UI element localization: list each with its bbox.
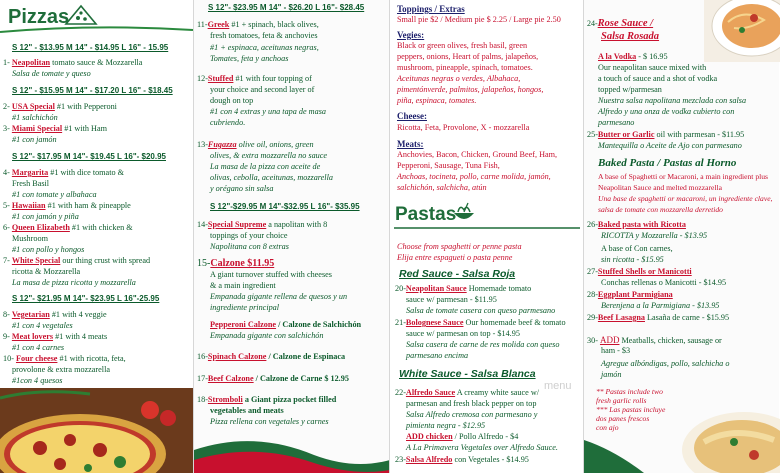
- item-number: 12-: [197, 74, 208, 83]
- item-description: fresh tomatoes, feta & anchovies: [210, 31, 318, 40]
- item-number: 8-: [3, 310, 10, 319]
- item-spanish: La masa de la pizza con aceite de: [210, 162, 321, 171]
- item-spanish: Alfredo y una onza de vodka cubierto con: [598, 107, 735, 116]
- item-description: & a main ingredient: [210, 281, 276, 290]
- item-number: 6-: [3, 223, 10, 232]
- menu-item-27: [587, 267, 692, 277]
- item-name: Neapolitan Sauce: [405, 284, 467, 293]
- item-name: Pepperoni Calzone: [210, 320, 277, 329]
- menu-item-12: [197, 74, 312, 84]
- item-name: Greek: [207, 20, 230, 29]
- item-number: 1-: [3, 58, 10, 67]
- item-name: Salsa Rosada: [601, 31, 660, 42]
- item-description: vegetables and meats: [210, 406, 284, 415]
- item-description: Conchas rellenas o Manicotti - $14.95: [601, 278, 727, 287]
- item-number: 27-: [587, 267, 598, 276]
- baked-pasta-title: Baked Pasta / Pastas al Horno: [598, 157, 737, 169]
- menu-item-3: [3, 124, 107, 134]
- toppings-pastas-column: [389, 0, 583, 473]
- price-row: S 12" - $13.95 M 14" - $14.95 L 16" - 15.95: [12, 43, 169, 52]
- menu-item-18: [197, 395, 336, 405]
- item-name: Alfredo Sauce: [405, 388, 456, 397]
- item-spanish: Salsa de tomate casera con queso parmesano: [406, 306, 556, 315]
- veggies-list: Black or green olives, fresh basil, green: [397, 41, 528, 50]
- pizzas-title: Pizzas: [8, 6, 70, 28]
- item-spanish: #1con 4 quesos: [12, 376, 63, 385]
- menu-item-24: [587, 18, 653, 30]
- item-name: Fugazza: [207, 140, 237, 149]
- item-description: Lasaña de carne - $15.95: [645, 313, 730, 322]
- item-name: Salsa Alfredo: [405, 455, 453, 464]
- item-number: 5-: [3, 201, 10, 210]
- item-description: Fresh Basil: [12, 179, 50, 188]
- menu-item-13: [197, 140, 314, 150]
- menu-item-vodka: [598, 52, 668, 62]
- item-number: 3-: [3, 124, 10, 133]
- item-description: #1 with chicken &: [69, 223, 133, 232]
- item-description: ricotta & Mozzarella: [12, 267, 81, 276]
- item-description: A giant turnover stuffed with cheeses: [210, 270, 332, 279]
- menu-item-pepperoni-calzone: [210, 320, 361, 330]
- item-name: Miami Special: [11, 124, 63, 133]
- menu-item-29: [587, 313, 729, 323]
- item-spanish: #1 con 4 extras y una tapa de masa: [210, 107, 326, 116]
- veggies-spanish: Aceitunas negras o verdes, Albahaca,: [397, 74, 521, 83]
- wave-decoration: [194, 430, 390, 473]
- item-number: 20-: [395, 284, 406, 293]
- item-spanish: Nuestra salsa napolitana mezclada con salsa: [598, 96, 747, 105]
- menu-item-2: [3, 102, 117, 112]
- menu-item-14: [197, 220, 327, 230]
- toppings-title: Toppings / Extras: [397, 4, 465, 14]
- price-row: S 12"-$29.95 M 14"-$32.95 L 16"- $35.95: [210, 202, 360, 211]
- item-spanish: y orégano sin salsa: [210, 184, 274, 193]
- item-description: our thing crust with spread: [60, 256, 151, 265]
- menu-item-30: [587, 335, 722, 346]
- item-description: Meatballs, chicken, sausage or: [619, 336, 722, 345]
- item-number: 30-: [587, 336, 598, 345]
- item-spanish: parmesano encima: [406, 351, 469, 360]
- item-number: 4-: [3, 168, 10, 177]
- pastas-title: Pastas: [395, 204, 457, 225]
- item-spanish: RICOTTA y Mozzarella - $13.95: [601, 231, 708, 240]
- item-spanish: parmesano: [598, 118, 635, 127]
- pasta-note: dos panes frescos: [596, 414, 650, 423]
- item-spanish: Pizza rellena con vegetales y carnes: [210, 417, 329, 426]
- item-description: sauce w/ parmesan on top - $14.95: [406, 329, 520, 338]
- item-name: Neapolitan: [11, 58, 51, 67]
- item-spanish: jamón: [601, 370, 622, 379]
- item-spanish: #1 con 4 vegetales: [12, 321, 73, 330]
- item-name: Spinach Calzone: [207, 352, 267, 361]
- item-number: 28-: [587, 290, 598, 299]
- item-description: parmesan and fresh black pepper on top: [406, 399, 537, 408]
- menu-item-10: [3, 354, 126, 364]
- item-spanish: Empanada gigante con salchichón: [210, 331, 324, 340]
- item-name: Meat lovers: [11, 332, 54, 341]
- pasta-note: ** Pastas include two: [596, 387, 663, 396]
- menu-item-1: [3, 58, 142, 68]
- pastas-divider: [390, 226, 584, 230]
- item-name: Calzone $11.95: [210, 258, 275, 269]
- item-description: #1 with 4 veggie: [49, 310, 107, 319]
- item-spanish: Napolitana con 8 extras: [210, 242, 289, 251]
- pizzas-calzones-column: [193, 0, 389, 473]
- item-spanish: Tomates, feta y anchoas: [210, 54, 289, 63]
- item-name: Stromboli: [207, 395, 243, 404]
- item-description: a Giant pizza pocket filled: [242, 395, 337, 404]
- meats-list: Anchovies, Bacon, Chicken, Ground Beef, Ham,: [397, 150, 558, 159]
- menu-item-9: [3, 332, 107, 342]
- menu-item-6: [3, 223, 133, 233]
- menu-item-4: [3, 168, 124, 178]
- item-description: #1 with dice tomato &: [48, 168, 124, 177]
- item-description: ham - $3: [601, 346, 631, 355]
- item-description: / Calzone de Carne $ 12.95: [253, 374, 349, 383]
- pasta-choose: Choose from spaghetti or penne pasta: [397, 242, 522, 251]
- item-spanish: #1 con jamón y piña: [12, 212, 79, 221]
- item-number: 15-: [197, 258, 211, 269]
- item-number: 25-: [587, 130, 598, 139]
- veggies-list: peppers, onions, Heart of palms, jalapeños,: [397, 52, 539, 61]
- baked-description: Neapolitan Sauce and melted mozzarella: [598, 183, 722, 192]
- meats-spanish: Anchoas, tocineta, pollo, carne molida, jamón,: [397, 172, 551, 181]
- pasta-photo-top: [704, 0, 780, 62]
- item-description: #1 + spinach, black olives,: [229, 20, 319, 29]
- item-name: A la Vodka: [598, 52, 637, 61]
- pasta-bowl-icon: [452, 202, 476, 224]
- item-number: 16-: [197, 352, 208, 361]
- price-row: S 12"- $17.95 M 14"- $19.45 L 16"- $20.95: [12, 152, 166, 161]
- menu-item-add-chicken: [406, 432, 518, 442]
- item-description: oil with parmesan - $11.95: [654, 130, 745, 139]
- item-description: con Vegetales - $14.95: [452, 455, 529, 464]
- item-description: #1 with Ham: [62, 124, 107, 133]
- item-name: Bolognese Sauce: [405, 318, 464, 327]
- item-name: Baked pasta with Ricotta: [597, 220, 686, 229]
- item-description: #1 with ham & pineapple: [45, 201, 131, 210]
- item-description: Our homemade beef & tomato: [463, 318, 566, 327]
- menu-item-15: [197, 258, 274, 270]
- menu-item-20: [395, 284, 531, 294]
- pizza-slice-icon: [64, 4, 98, 26]
- menu-item-8: [3, 310, 107, 320]
- item-description: sin ricotta - $15.95: [601, 255, 664, 264]
- item-number: 26-: [587, 220, 598, 229]
- menu-item-16: [197, 352, 345, 362]
- item-name: Vegetarian: [11, 310, 50, 319]
- veggies-list: mushroom, pineapple, spinach, tomatoes.: [397, 63, 533, 72]
- item-description: sauce w/ parmesan - $11.95: [406, 295, 497, 304]
- item-name: Four cheese: [15, 354, 58, 363]
- pasta-note: fresh garlic rolls: [596, 396, 647, 405]
- pasta-note: *** Las pastas incluye: [596, 405, 666, 414]
- item-description: tomato sauce & Mozzarella: [50, 58, 143, 67]
- item-name: White Special: [11, 256, 61, 265]
- item-description: Berenjena a la Parmigiana - $13.95: [601, 301, 720, 310]
- item-description: / Pollo Alfredo - $4: [452, 432, 519, 441]
- item-spanish: ingrediente principal: [210, 303, 280, 312]
- item-description: A base of Con carnes,: [601, 244, 673, 253]
- menu-item-17: [197, 374, 349, 384]
- item-spanish: Empanada gigante rellena de quesos y un: [210, 292, 348, 301]
- veggies-title: Vegies:: [397, 30, 425, 40]
- item-description: Mushroom: [12, 234, 48, 243]
- item-description: A creamy white sauce w/: [455, 388, 540, 397]
- meats-title: Meats:: [397, 139, 424, 149]
- pizzas-column: [0, 0, 193, 473]
- item-name: ADD: [599, 335, 620, 345]
- veggies-spanish: piña, espinaca, tomates.: [397, 96, 477, 105]
- item-price: - $ 16.95: [636, 52, 668, 61]
- item-spanish: Salsa Alfredo cremosa con parmesano y: [406, 410, 538, 419]
- menu-item-11: [197, 20, 319, 30]
- item-name: Stuffed Shells or Manicotti: [597, 267, 692, 276]
- meats-spanish: salchichón, salchicha, atún: [397, 183, 487, 192]
- item-description: a napolitan with 8: [266, 220, 328, 229]
- item-spanish: #1 con pollo y hongos: [12, 245, 85, 254]
- item-spanish: Salsa casera de carne de res molida con queso: [406, 340, 560, 349]
- item-description: provolone & extra mozzarella: [12, 365, 110, 374]
- item-description: #1 with Pepperoni: [54, 102, 117, 111]
- item-spanish: #1 con tomate y albahaca: [12, 190, 97, 199]
- item-number: 17-: [197, 374, 208, 383]
- item-name: Hawaiian: [11, 201, 46, 210]
- toppings-prices: Small pie $2 / Medium pie $ 2.25 / Large pie 2.50: [397, 15, 561, 24]
- item-description: #1 with 4 meats: [53, 332, 108, 341]
- item-spanish: #1 con 4 carnes: [12, 343, 65, 352]
- item-description: olive oil, onions, green: [236, 140, 314, 149]
- item-description: olives, & extra mozzarella no sauce: [210, 151, 328, 160]
- item-spanish: Agregue albóndigas, pollo, salchicha o: [601, 359, 730, 368]
- item-description: #1 with ricotta, feta,: [57, 354, 126, 363]
- item-number: 18-: [197, 395, 208, 404]
- item-description: / Calzone de Salchichón: [276, 320, 362, 329]
- baked-description: A base of Spaghetti or Macaroni, a main ingredient plus: [598, 172, 768, 181]
- item-name: Margarita: [11, 168, 49, 177]
- price-row: S 12"- $23.95 M 14" - $26.20 L 16"- $28.45: [208, 3, 365, 12]
- veggies-spanish: pimentónverde, palmitos, jalapeños, hongos,: [397, 85, 544, 94]
- item-name: USA Special: [11, 102, 55, 111]
- item-description: / Calzone de Espinaca: [266, 352, 346, 361]
- item-description: Our neapolitan sauce mixed with: [598, 63, 707, 72]
- item-number: 2-: [3, 102, 10, 111]
- item-name: Stuffed: [207, 74, 234, 83]
- baked-spanish: salsa de tomate con mozzarella derretido: [598, 205, 723, 214]
- item-number: 22-: [395, 388, 406, 397]
- menu-item-7: [3, 256, 150, 266]
- menu-item-26: [587, 220, 686, 230]
- item-number: 24-: [587, 19, 598, 28]
- item-spanish: pimienta negra - $12.95: [406, 421, 486, 430]
- pasta-choose-spanish: Elija entre espagueti o pasta penne: [397, 253, 513, 262]
- item-number: 10-: [3, 354, 14, 363]
- menu-item-21: [395, 318, 566, 328]
- item-spanish: cubriendo.: [210, 118, 246, 127]
- menu-item-28: [587, 290, 673, 300]
- item-description: #1 with four topping of: [233, 74, 312, 83]
- menu-item-5: [3, 201, 131, 211]
- menu-item-22: [395, 388, 539, 398]
- item-spanish: La masa de pizza ricotta y mozzarella: [12, 278, 136, 287]
- item-description: toppings of your choice: [210, 231, 288, 240]
- item-spanish: Salsa de tomate y queso: [12, 69, 91, 78]
- item-name: Butter or Garlic: [597, 130, 655, 139]
- item-spanish: A La Primavera Vegetales over Alfredo Sauce.: [406, 443, 558, 452]
- item-name: Eggplant Parmigiana: [597, 290, 673, 299]
- pasta-note: con ajo: [596, 423, 619, 432]
- price-row: S 12"- $21.95 M 14"- $23.95 L 16"-25.95: [12, 294, 160, 303]
- meats-list: Pepperoni, Sausage, Tuna Fish,: [397, 161, 500, 170]
- item-spanish: #1 salchichón: [12, 113, 58, 122]
- red-sauce-title: Red Sauce - Salsa Roja: [399, 268, 516, 280]
- price-row: S 12" - $15.95 M 14" - $17.20 L 16" - $18.45: [12, 86, 173, 95]
- item-name: ADD chicken: [406, 432, 453, 441]
- item-description: a touch of sauce and a shot of vodka: [598, 74, 718, 83]
- item-spanish: #1 con jamón: [12, 135, 57, 144]
- item-name: Rose Sauce /: [597, 18, 654, 29]
- item-spanish: olivas, cebolla, aceitunas, mozzarella: [210, 173, 333, 182]
- pizza-photo: [0, 388, 193, 473]
- item-number: 7-: [3, 256, 10, 265]
- item-description: topped w/parmesan: [598, 85, 662, 94]
- item-spanish: Mantequilla o Aceite de Ajo con parmesano: [598, 141, 742, 150]
- item-name: Queen Elizabeth: [11, 223, 70, 232]
- item-description: Homemade tomato: [466, 284, 532, 293]
- item-number: 11-: [197, 20, 208, 29]
- item-name: Beef Lasagna: [597, 313, 645, 322]
- item-number: 23-: [395, 455, 406, 464]
- white-sauce-title: White Sauce - Salsa Blanca: [399, 368, 536, 380]
- item-description: dough on top: [210, 96, 254, 105]
- item-name: Beef Calzone: [207, 374, 254, 383]
- item-number: 14-: [197, 220, 208, 229]
- menu-item-25: [587, 130, 744, 140]
- item-number: 9-: [3, 332, 10, 341]
- item-name: Special Supreme: [207, 220, 267, 229]
- baked-spanish: Una base de spaghetti or macaroni, un ingrediente clave,: [598, 194, 773, 203]
- rose-sauce-baked-column: [544, 0, 779, 473]
- watermark: menu: [544, 380, 572, 392]
- item-number: 29-: [587, 313, 598, 322]
- cheese-title: Cheese:: [397, 111, 427, 121]
- item-number: 13-: [197, 140, 208, 149]
- item-number: 21-: [395, 318, 406, 327]
- cheese-list: Ricotta, Feta, Provolone, X - mozzarella: [397, 123, 530, 132]
- item-description: your choice and second layer of: [210, 85, 315, 94]
- item-spanish: #1 + espinaca, aceitunas negras,: [210, 43, 319, 52]
- menu-item-23: [395, 455, 529, 465]
